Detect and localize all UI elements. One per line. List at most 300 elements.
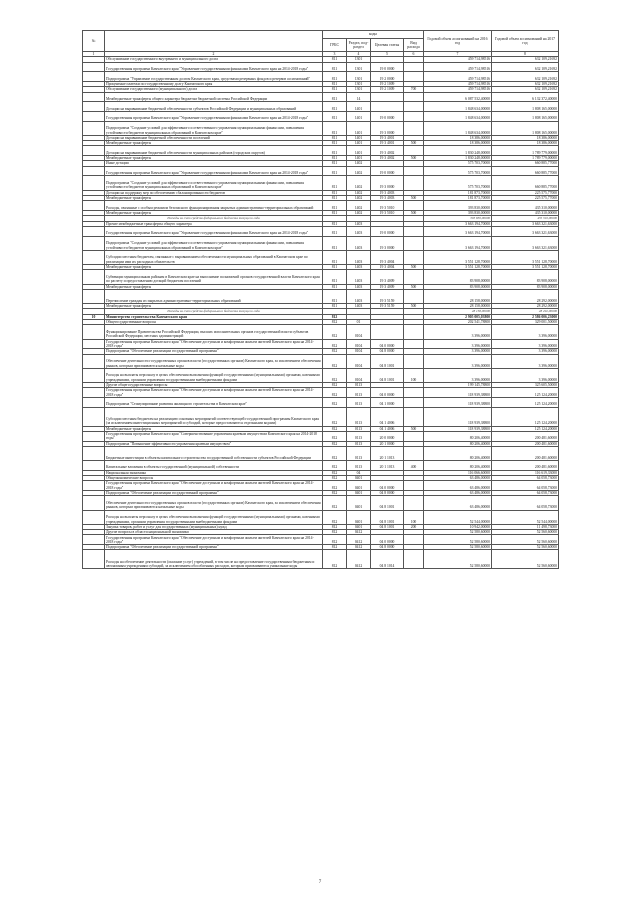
cell-grbs: 812	[323, 470, 347, 475]
cell-grbs: 811	[323, 62, 347, 72]
cell-amount-2017: 660 885,77000	[492, 166, 559, 176]
cell-vid	[404, 121, 424, 135]
cell-razdel: 0412	[347, 530, 371, 535]
cell-amount-2016: 83 908,00000	[424, 270, 492, 284]
cell-amount-2016: 459 714,98516	[424, 57, 492, 62]
cell-vid: 500	[404, 156, 424, 161]
cell-razdel: 1401	[347, 141, 371, 146]
cell-name: Расходы за счет средств федерального бюджета текущего года	[105, 309, 323, 314]
cell-razdel: 0401	[347, 481, 371, 491]
cell-num	[83, 102, 105, 112]
cell-amount-2016: 3 663 194,70000	[424, 221, 492, 226]
cell-vid: 500	[404, 284, 424, 289]
cell-grbs: 812	[323, 388, 347, 398]
index-cell: 8	[492, 52, 559, 57]
cell-grbs: 811	[323, 201, 347, 211]
cell-amount-2016: 3 396,00000	[424, 349, 492, 354]
cell-amount-2016: 3 551 128,70000	[424, 250, 492, 264]
cell-celevaya: 19 2 1009	[371, 81, 404, 86]
cell-grbs: 811	[323, 190, 347, 195]
table-row	[83, 550, 559, 569]
cell-amount-2016: 83 908,00000	[424, 284, 492, 289]
cell-celevaya: 19 3 5159	[371, 289, 404, 303]
cell-name: Общегосударственные вопросы	[105, 320, 323, 325]
cell-amount-2016: 575 703,70000	[424, 176, 492, 190]
cell-vid	[404, 92, 424, 102]
cell-name: Обеспечение деятельности государственных органов власти (государственных органов) Камчатского края, за исключением обеспечения рынков, которым присваиваются начальные коды	[105, 496, 323, 510]
cell-vid	[404, 398, 424, 408]
cell-name: Обслуживание государственного внутреннего и муниципального долга	[105, 57, 323, 62]
cell-celevaya: 04 8 1001	[371, 510, 404, 524]
cell-celevaya: 04 1 0000	[371, 398, 404, 408]
cell-amount-2017: 28 292,00000	[492, 289, 559, 303]
cell-grbs: 811	[323, 304, 347, 309]
cell-name: Государственная программа Камчатского края "Обеспечение доступным и комфортным жильем жителей Камчатского края на 2014-2018 годы"	[105, 388, 323, 398]
cell-name: Подпрограмма "Создание условий для эффективного и ответственного управления муниципальными финансами, повышения устойчивости бюджетов муниципальных образований в Камчатском крае"	[105, 236, 323, 250]
cell-celevaya: 04 8 1001	[371, 524, 404, 529]
cell-vid: 500	[404, 195, 424, 200]
cell-celevaya: 04 8 1001	[371, 368, 404, 382]
cell-razdel: 0113	[347, 461, 371, 471]
cell-celevaya: 19 3 4002	[371, 146, 404, 156]
cell-amount-2017: 1 789 779,00000	[492, 156, 559, 161]
cell-name: Межбюджетные трансферты	[105, 141, 323, 146]
cell-razdel: 0104	[347, 349, 371, 354]
cell-razdel: 0113	[347, 441, 371, 446]
cell-celevaya: 19 3 5010	[371, 210, 404, 215]
cell-amount-2016: 3 663 194,70000	[424, 236, 492, 250]
cell-name: Государственная программа Камчатского края "Управление государственными финансами Камчатского края на 2014-2018 годы"	[105, 62, 323, 72]
cell-name: Расходы за счет средств федерального бюджета текущего года	[105, 216, 323, 221]
cell-grbs: 812	[323, 354, 347, 368]
cell-grbs: 812	[323, 545, 347, 550]
cell-name: Государственная программа Камчатского края "Управление государственными финансами Камчатского края на 2014-2018 годы"	[105, 111, 323, 121]
cell-vid	[404, 111, 424, 121]
cell-amount-2017: 3 551 128,70000	[492, 250, 559, 264]
cell-celevaya: 04 1 4006	[371, 426, 404, 431]
cell-vid	[404, 407, 424, 426]
cell-razdel: 1403	[347, 270, 371, 284]
cell-amount-2017: 52 560,60000	[492, 530, 559, 535]
cell-amount-2017: 435 310,00000	[492, 201, 559, 211]
cell-razdel: 0104	[347, 339, 371, 349]
cell-razdel: 0401	[347, 496, 371, 510]
cell-num	[83, 166, 105, 176]
cell-amount-2017: 116 619,33000	[492, 470, 559, 475]
table-row	[83, 289, 559, 303]
page-number: 7	[318, 880, 322, 885]
cell-amount-2016: 63 486,00000	[424, 476, 492, 481]
cell-celevaya: 04 0 0000	[371, 339, 404, 349]
cell-razdel: 0113	[347, 431, 371, 441]
index-cell: 5	[371, 52, 404, 57]
cell-amount-2016: 28 158,00000	[424, 304, 492, 309]
cell-amount-2017: 632 109,21692	[492, 72, 559, 82]
cell-amount-2016: 28 158,00000	[424, 289, 492, 303]
cell-grbs: 811	[323, 166, 347, 176]
cell-amount-2016: 80 206,40000	[424, 461, 492, 471]
cell-razdel: 1403	[347, 221, 371, 226]
cell-amount-2016: 52 544,00000	[424, 510, 492, 524]
cell-amount-2016: 459 714,98516	[424, 62, 492, 72]
cell-name: Обеспечение деятельности государственных органов власти (государственных органов) Камчатского края, за исключением обеспечения рынков, которым присваиваются начальные коды	[105, 354, 323, 368]
cell-num	[83, 407, 105, 426]
cell-name: Подпрограмма "Обеспечение реализации государственной программы"	[105, 349, 323, 354]
cell-name: Дотации на поддержку мер по обеспечению сбалансированности бюджетов	[105, 190, 323, 195]
cell-celevaya: 20 1 1013	[371, 461, 404, 471]
cell-amount-2017: 1 789 779,00000	[492, 146, 559, 156]
cell-amount-2016: 393 830,00000	[424, 210, 492, 215]
cell-name: Подпрограмма "Стимулирование развития жилищного строительства в Камчатском крае"	[105, 398, 323, 408]
cell-amount-2016: 1 830 248,00000	[424, 156, 492, 161]
budget-table-sheet	[82, 30, 558, 569]
cell-amount-2016: 2 905 005,03800	[424, 314, 492, 319]
table-row	[83, 92, 559, 102]
cell-vid	[404, 62, 424, 72]
cell-grbs: 811	[323, 226, 347, 236]
cell-amount-2017: 3 396,00000	[492, 325, 559, 339]
cell-razdel: 0113	[347, 426, 371, 431]
cell-amount-2016: 80 206,40000	[424, 431, 492, 441]
cell-grbs: 811	[323, 176, 347, 190]
cell-grbs: 811	[323, 210, 347, 215]
cell-razdel: 0412	[347, 550, 371, 569]
cell-num	[83, 72, 105, 82]
table-row	[83, 431, 559, 441]
cell-grbs: 811	[323, 111, 347, 121]
cell-razdel: 1402	[347, 166, 371, 176]
cell-num	[83, 92, 105, 102]
cell-razdel: 1401	[347, 156, 371, 161]
cell-razdel: 1401	[347, 111, 371, 121]
cell-amount-2016: 28 158,00000	[424, 309, 492, 314]
cell-num	[83, 176, 105, 190]
cell-amount-2016: 393 830,00000	[424, 216, 492, 221]
cell-celevaya: 04 8 1001	[371, 496, 404, 510]
cell-grbs: 812	[323, 496, 347, 510]
table-row	[83, 461, 559, 471]
cell-name: Межбюджетные трансферты	[105, 156, 323, 161]
cell-grbs: 811	[323, 250, 347, 264]
cell-amount-2016: 575 703,70000	[424, 161, 492, 166]
cell-amount-2016: 18 386,00000	[424, 141, 492, 146]
cell-vid	[404, 236, 424, 250]
cell-vid	[404, 481, 424, 491]
cell-grbs: 812	[323, 491, 347, 496]
cell-celevaya: 19 3 5159	[371, 304, 404, 309]
cell-amount-2017: 3 551 128,70000	[492, 265, 559, 270]
cell-grbs: 812	[323, 441, 347, 446]
cell-amount-2017: 435 310,00000	[492, 210, 559, 215]
cell-amount-2016: 199 145,78800	[424, 383, 492, 388]
cell-grbs: 812	[323, 383, 347, 388]
cell-amount-2017: 632 109,21692	[492, 81, 559, 86]
cell-razdel: 1301	[347, 72, 371, 82]
cell-celevaya: 04 0 0000	[371, 388, 404, 398]
table-row	[83, 250, 559, 264]
cell-amount-2016: 181 873,70000	[424, 195, 492, 200]
table-row	[83, 62, 559, 72]
cell-razdel: 1403	[347, 250, 371, 264]
cell-name: Министерство строительства Камчатского края	[105, 314, 323, 319]
cell-amount-2017: 11 498,73000	[492, 524, 559, 529]
index-cell: 7	[424, 52, 492, 57]
cell-grbs: 812	[323, 426, 347, 431]
cell-num	[83, 431, 105, 441]
cell-name: Обслуживание государственного (муниципального) долга	[105, 87, 323, 92]
cell-razdel: 1403	[347, 289, 371, 303]
index-cell: 6	[404, 52, 424, 57]
cell-celevaya	[371, 325, 404, 339]
table-row	[83, 111, 559, 121]
cell-num	[83, 535, 105, 545]
cell-amount-2017: 52 560,60000	[492, 550, 559, 569]
table-row	[83, 236, 559, 250]
cell-amount-2017: 3 396,00000	[492, 349, 559, 354]
cell-razdel: 1401	[347, 146, 371, 156]
cell-name: Капитальные вложения в объекты государственной (муниципальной) собственности	[105, 461, 323, 471]
cell-name: Подпрограмма "Повышение эффективности управления краевым имуществом"	[105, 441, 323, 446]
table-row	[83, 166, 559, 176]
cell-razdel: 0113	[347, 383, 371, 388]
cell-amount-2016: 116 066,60000	[424, 470, 492, 475]
cell-grbs: 811	[323, 289, 347, 303]
cell-vid: 500	[404, 426, 424, 431]
cell-vid	[404, 354, 424, 368]
cell-num	[83, 339, 105, 349]
cell-name: Межбюджетные трансферты	[105, 304, 323, 309]
cell-name: Межбюджетные трансферты	[105, 284, 323, 289]
index-cell: 1	[83, 52, 105, 57]
cell-amount-2017: 64 058,73000	[492, 481, 559, 491]
cell-amount-2016: 3 396,00000	[424, 354, 492, 368]
cell-grbs: 812	[323, 476, 347, 481]
cell-amount-2017: 52 560,60000	[492, 535, 559, 545]
cell-name: Субвенции муниципальным районам в Камчатском крае на выполнение полномочий органов государственной власти Камчатского края по расчету и предоставлению дотаций бюджетам поселений	[105, 270, 323, 284]
cell-vid	[404, 496, 424, 510]
cell-grbs: 812	[323, 407, 347, 426]
cell-grbs: 811	[323, 156, 347, 161]
cell-num	[83, 289, 105, 303]
cell-celevaya: 19 3 4004	[371, 250, 404, 264]
cell-amount-2017: 3 396,00000	[492, 354, 559, 368]
cell-vid	[404, 550, 424, 569]
cell-razdel: 1403	[347, 304, 371, 309]
cell-celevaya: 19 3 0000	[371, 121, 404, 135]
cell-amount-2016: 80 206,40000	[424, 446, 492, 460]
cell-vid	[404, 270, 424, 284]
cell-num	[83, 481, 105, 491]
cell-amount-2016: 459 714,98516	[424, 87, 492, 92]
cell-grbs: 812	[323, 446, 347, 460]
cell-celevaya: 19 3 0000	[371, 236, 404, 250]
table-row	[83, 481, 559, 491]
cell-name: Межбюджетные трансферты	[105, 210, 323, 215]
cell-name: Подпрограмма "Создание условий для эффективного и ответственного управления муниципальными финансами, повышения устойчивости бюджетов муниципальных образований в Камчатском крае"	[105, 121, 323, 135]
cell-celevaya: 20 1 1013	[371, 446, 404, 460]
cell-amount-2016: 3 396,00000	[424, 368, 492, 382]
table-row	[83, 325, 559, 339]
cell-celevaya: 20 0 0000	[371, 431, 404, 441]
cell-amount-2017: 125 124,20000	[492, 398, 559, 408]
cell-num	[83, 354, 105, 368]
cell-grbs: 811	[323, 57, 347, 62]
cell-amount-2017: 18 386,00000	[492, 135, 559, 140]
cell-razdel: 0401	[347, 476, 371, 481]
table-row	[83, 121, 559, 135]
table-row	[83, 354, 559, 368]
cell-razdel: 1402	[347, 176, 371, 190]
table-row	[83, 496, 559, 510]
cell-vid	[404, 388, 424, 398]
table-row	[83, 146, 559, 156]
cell-num	[83, 388, 105, 398]
cell-name: Подпрограмма "Управление государственным долгом Камчатского края, средствами резервных фондов и резервов ассигнований"	[105, 72, 323, 82]
cell-name: Государственная программа Камчатского края "Управление государственными финансами Камчатского края на 2014-2018 годы"	[105, 166, 323, 176]
cell-amount-2017: 1 808 165,00000	[492, 121, 559, 135]
table-row	[83, 388, 559, 398]
cell-grbs: 811	[323, 102, 347, 112]
cell-amount-2016: 202 541,78800	[424, 320, 492, 325]
cell-celevaya: 19 3 4002	[371, 156, 404, 161]
cell-celevaya: 19 2 1009	[371, 87, 404, 92]
cell-razdel: 0401	[347, 510, 371, 524]
cell-celevaya: 19 3 5010	[371, 201, 404, 211]
cell-razdel: 0412	[347, 545, 371, 550]
table-row	[83, 510, 559, 524]
cell-amount-2017: 632 109,21692	[492, 87, 559, 92]
cell-name: Дотации на выравнивание бюджетной обеспеченности поселений	[105, 135, 323, 140]
cell-vid: 500	[404, 265, 424, 270]
cell-amount-2016: 459 714,98516	[424, 81, 492, 86]
cell-vid	[404, 325, 424, 339]
cell-name: Субсидии местным бюджетам на реализацию основных мероприятий соответствующей государственной программы Камчатского края (за исключением инвестиционных мероприятий и субсидий, которые предоставляются отдельными кодами)	[105, 407, 323, 426]
cell-vid: 700	[404, 87, 424, 92]
cell-name: Закупка товаров, работ и услуг для государственных (муниципальных) нужд	[105, 524, 323, 529]
cell-name: Государственная программа Камчатского края "Обеспечение доступным и комфортным жильем жителей Камчатского края на 2014-2018 годы"	[105, 481, 323, 491]
table-row	[83, 72, 559, 82]
header-num: №	[83, 31, 105, 52]
cell-vid: 100	[404, 368, 424, 382]
cell-razdel: 14	[347, 92, 371, 102]
cell-name: Расходы на обеспечение деятельности (оказание услуг) учреждений, в том числе на предоставление государственным бюджетным и автономным учреждениям субсидий, за исключением обособленных расходов, которым присваиваются уникальные коды	[105, 550, 323, 569]
cell-grbs: 812	[323, 461, 347, 471]
cell-amount-2016: 52 580,60000	[424, 530, 492, 535]
cell-vid	[404, 146, 424, 156]
cell-num	[83, 461, 105, 471]
cell-amount-2016: 1 848 634,00000	[424, 121, 492, 135]
header-celevaya: Целевая статья	[371, 39, 404, 52]
cell-amount-2017: 329 001,50000	[492, 320, 559, 325]
cell-name: Межбюджетные трансферты	[105, 265, 323, 270]
cell-amount-2016: 181 873,70000	[424, 190, 492, 195]
cell-vid: 200	[404, 524, 424, 529]
cell-grbs: 812	[323, 535, 347, 545]
cell-razdel: 1401	[347, 135, 371, 140]
cell-celevaya: 19 0 0000	[371, 62, 404, 72]
cell-num	[83, 496, 105, 510]
cell-amount-2017: 125 124,20000	[492, 388, 559, 398]
cell-grbs: 811	[323, 195, 347, 200]
cell-amount-2016: 1 830 248,00000	[424, 146, 492, 156]
cell-num	[83, 121, 105, 135]
cell-razdel: 1301	[347, 62, 371, 72]
table-row	[83, 535, 559, 545]
table-row	[83, 226, 559, 236]
cell-grbs: 812	[323, 398, 347, 408]
cell-name: Бюджетные инвестиции в объекты капитального строительства государственной собственности субъектов Российской Федерации	[105, 446, 323, 460]
cell-razdel: 0104	[347, 354, 371, 368]
header-razdel: Раздел, под-раздел	[347, 39, 371, 52]
cell-amount-2016: 575 703,70000	[424, 166, 492, 176]
cell-razdel: 0113	[347, 446, 371, 460]
cell-amount-2016: 3 396,00000	[424, 325, 492, 339]
cell-name: Государственная программа Камчатского края "Обеспечение доступным и комфортным жильем жителей Камчатского края на 2014-2018 годы"	[105, 535, 323, 545]
cell-vid: 500	[404, 304, 424, 309]
cell-amount-2017: 660 885,77000	[492, 176, 559, 190]
cell-amount-2017: 632 109,21692	[492, 62, 559, 72]
cell-grbs: 811	[323, 87, 347, 92]
cell-vid	[404, 201, 424, 211]
cell-celevaya: 04 0 0000	[371, 535, 404, 545]
cell-vid	[404, 339, 424, 349]
cell-grbs: 812	[323, 349, 347, 354]
cell-num	[83, 236, 105, 250]
cell-num	[83, 201, 105, 211]
cell-num	[83, 226, 105, 236]
budget-table	[82, 30, 559, 569]
cell-amount-2017: 225 575,77000	[492, 190, 559, 195]
header-name	[105, 31, 323, 52]
cell-num	[83, 325, 105, 339]
cell-vid	[404, 535, 424, 545]
cell-amount-2016: 393 830,00000	[424, 201, 492, 211]
cell-num	[83, 446, 105, 460]
cell-amount-2016: 18 386,00000	[424, 135, 492, 140]
cell-amount-2017: 18 386,00000	[492, 141, 559, 146]
cell-name: Процентные платежи по государственному долгу Камчатского края	[105, 81, 323, 86]
cell-amount-2017: 3 396,00000	[492, 339, 559, 349]
cell-amount-2017: 6 132 372,40000	[492, 92, 559, 102]
cell-celevaya: 19 3 4003	[371, 190, 404, 195]
cell-razdel: 1403	[347, 265, 371, 270]
cell-num	[83, 398, 105, 408]
cell-amount-2016: 52 580,60000	[424, 550, 492, 569]
cell-name: Дотации на выравнивание бюджетной обеспеченности муниципальных районов (городских округов)	[105, 146, 323, 156]
cell-vid: 500	[404, 210, 424, 215]
cell-amount-2016: 3 663 194,70000	[424, 226, 492, 236]
cell-name: Иные дотации	[105, 161, 323, 166]
cell-num	[83, 368, 105, 382]
table-row	[83, 339, 559, 349]
cell-celevaya: 19 3 4004	[371, 265, 404, 270]
cell-grbs: 812	[323, 431, 347, 441]
cell-amount-2017: 200 481,60000	[492, 431, 559, 441]
cell-vid	[404, 289, 424, 303]
cell-razdel: 0113	[347, 388, 371, 398]
cell-razdel: 1402	[347, 210, 371, 215]
cell-celevaya: 04 8 1001	[371, 354, 404, 368]
cell-razdel: 1403	[347, 284, 371, 289]
cell-amount-2016: 118 939,38800	[424, 398, 492, 408]
cell-num	[83, 146, 105, 156]
cell-amount-2016: 6 087 532,40000	[424, 92, 492, 102]
cell-razdel: 04	[347, 470, 371, 475]
cell-celevaya	[371, 102, 404, 112]
cell-amount-2016: 118 939,38800	[424, 407, 492, 426]
cell-grbs: 812	[323, 314, 347, 319]
cell-razdel: 1402	[347, 190, 371, 195]
